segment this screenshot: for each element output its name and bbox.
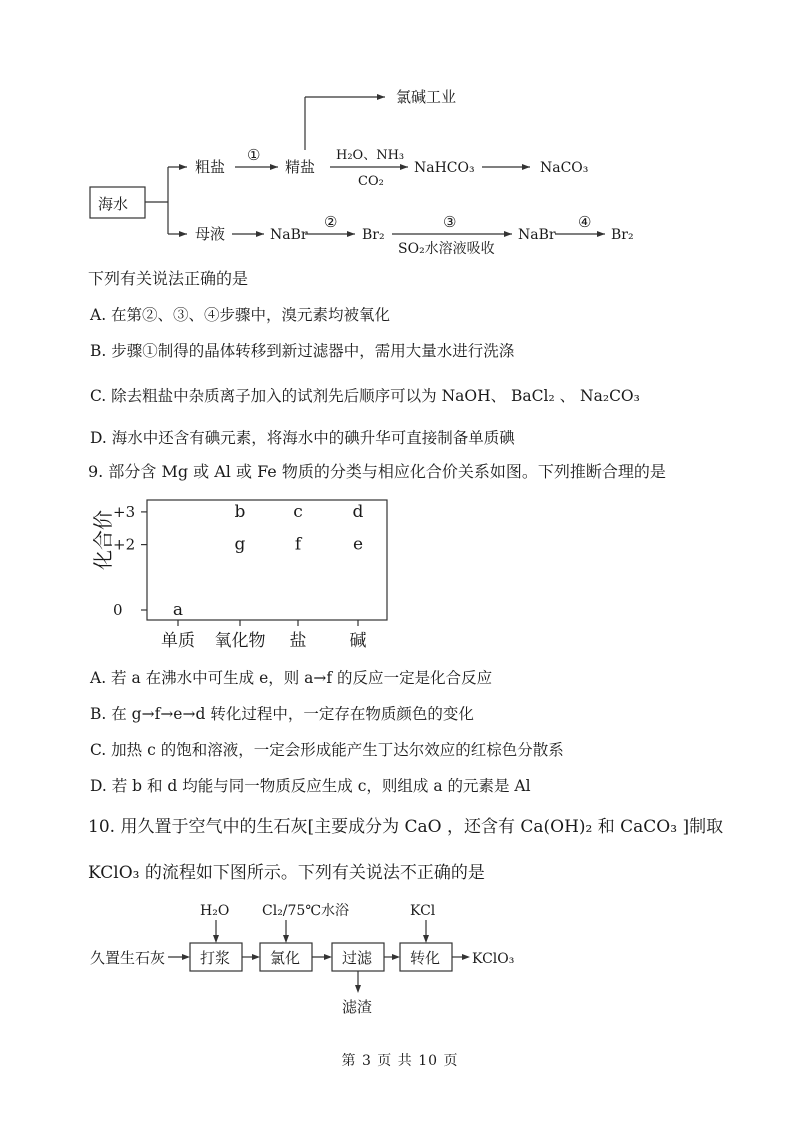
step4-marker: ④	[578, 213, 592, 231]
br2-1-label: Br₂	[362, 227, 385, 243]
q8-option-b: B. 步骤①制得的晶体转移到新过滤器中，需用大量水进行洗涤	[90, 342, 515, 360]
q8-option-d: D. 海水中还含有碘元素，将海水中的碘升华可直接制备单质碘	[90, 429, 515, 447]
data-point-d: d	[352, 501, 364, 522]
data-point-g: g	[234, 534, 246, 555]
seawater-flow-diagram	[0, 0, 800, 262]
x-tick-label: 碱	[349, 631, 367, 651]
residue-label: 滤渣	[342, 998, 373, 1016]
chlor-alkali-label: 氯碱工业	[396, 88, 457, 106]
data-point-a: a	[172, 600, 184, 620]
step3-marker: ③	[443, 213, 457, 231]
y-tick-label: +3	[113, 502, 136, 521]
q9-option-b: B. 在 g→f→e→d 转化过程中，一定存在物质颜色的变化	[90, 705, 474, 723]
step1-marker: ①	[247, 146, 261, 164]
q8-option-c: C. 除去粗盐中杂质离子加入的试剂先后顺序可以为 NaOH、 BaCl₂ 、 Na₂CO₃	[90, 387, 640, 405]
reagent-bottom-label: CO₂	[358, 174, 384, 189]
q9-option-c: C. 加热 c 的饱和溶液，一定会形成能产生丁达尔效应的红棕色分散系	[90, 741, 564, 759]
data-point-b: b	[234, 501, 246, 522]
data-point-f: f	[294, 534, 302, 555]
q8-option-a: A. 在第②、③、④步骤中，溴元素均被氧化	[90, 306, 391, 324]
q8-stem: 下列有关说法正确的是	[88, 269, 249, 288]
box-filter-label: 过滤	[342, 949, 373, 967]
x-tick-label: 单质	[161, 631, 195, 651]
naco3-label: NaCO₃	[540, 160, 589, 176]
nabr-2-label: NaBr	[518, 227, 556, 243]
data-point-e: e	[352, 534, 364, 555]
box-convert-label: 转化	[410, 949, 441, 967]
input-label: 久置生石灰	[90, 949, 166, 967]
br2-2-label: Br₂	[611, 227, 634, 243]
x-tick-label: 盐	[289, 631, 307, 651]
box-chlorinate-label: 氯化	[270, 949, 301, 967]
valence-chart	[0, 490, 420, 660]
reagent-top-label: H₂O、NH₃	[336, 148, 405, 163]
kcl-label: KCl	[410, 903, 436, 919]
q9-option-a: A. 若 a 在沸水中可生成 e，则 a→f 的反应一定是化合反应	[90, 669, 493, 687]
so2-absorb-label: SO₂水溶液吸收	[398, 241, 495, 257]
seawater-label: 海水	[98, 195, 129, 213]
refined-salt-label: 精盐	[285, 158, 316, 176]
nahco3-label: NaHCO₃	[414, 160, 475, 176]
page-footer: 第 3 页 共 10 页	[341, 1053, 459, 1069]
crude-salt-label: 粗盐	[195, 158, 226, 176]
q10-stem-line2: KClO₃ 的流程如下图所示。下列有关说法不正确的是	[88, 863, 485, 883]
data-point-c: c	[293, 501, 303, 522]
nabr-1-label: NaBr	[270, 227, 308, 243]
water-label: H₂O	[200, 903, 230, 919]
y-tick-label: +2	[113, 535, 136, 554]
q10-stem-line1: 10. 用久置于空气中的生石灰[主要成分为 CaO ，还含有 Ca(OH)₂ 和 CaCO₃ ]制取	[88, 817, 724, 837]
kclo3-flow-diagram	[0, 890, 800, 1030]
q9-option-d: D. 若 b 和 d 均能与同一物质反应生成 c，则组成 a 的元素是 Al	[90, 777, 531, 795]
mother-liquor-label: 母液	[195, 225, 226, 243]
step2-marker: ②	[324, 213, 338, 231]
product-label: KClO₃	[472, 951, 515, 967]
y-tick-label: 0	[113, 601, 123, 619]
box-pulp-label: 打浆	[200, 949, 231, 967]
q9-stem: 9. 部分含 Mg 或 Al 或 Fe 物质的分类与相应化合价关系如图。下列推断合理的是	[88, 462, 666, 481]
chart-ylabel: 化合价	[91, 510, 115, 570]
x-tick-label: 氧化物	[214, 631, 266, 651]
chlorine-label: Cl₂/75℃水浴	[262, 903, 349, 919]
